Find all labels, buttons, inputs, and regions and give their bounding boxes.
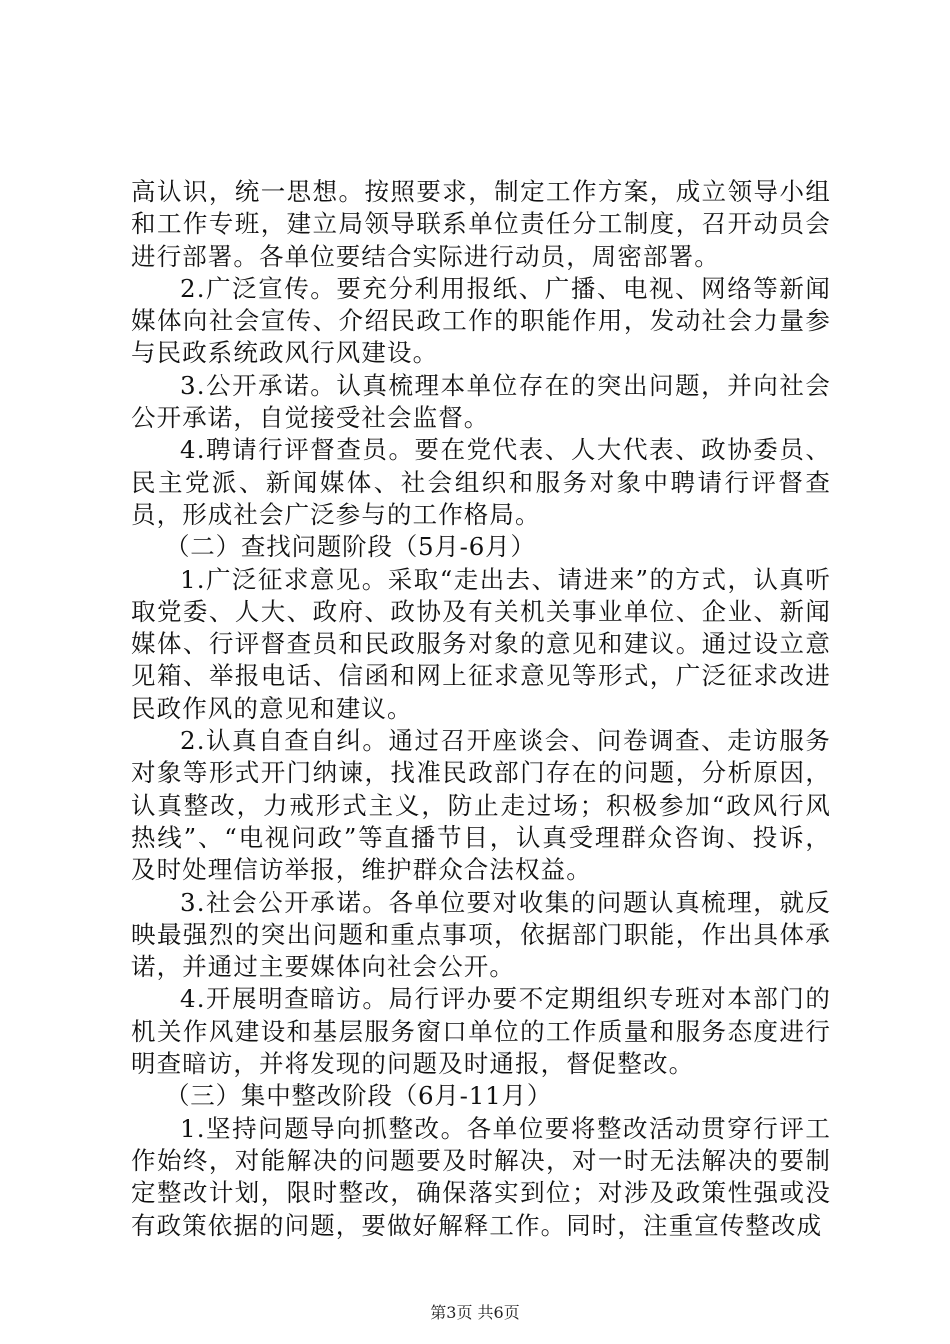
paragraph-item-self-inspection: 2.认真自查自纠。通过召开座谈会、问卷调查、走访服务对象等形式开门纳谏，找准民政部门存在的问题，分析原因，认真整改，力戒形式主义，防止走过场；积极参加“政风行风热线”、“电视问政”等直播节目，认真受理群众咨询、投诉，及时处理信访举报，维护群众合法权益。 <box>131 726 831 885</box>
page-number-footer: 第3页 共6页 <box>430 1303 520 1322</box>
paragraph-item-publicity: 2.广泛宣传。要充分利用报纸、广播、电视、网络等新闻媒体向社会宣传、介绍民政工作的职能作用，发动社会力量参与民政系统政风行风建设。 <box>131 273 831 368</box>
section-heading-rectification: （三）集中整改阶段（6月-11月） <box>165 1081 553 1111</box>
paragraph-item-public-commitment: 3.公开承诺。认真梳理本单位存在的突出问题，并向社会公开承诺，自觉接受社会监督。 <box>131 370 831 433</box>
paragraph-continuation: 高认识，统一思想。按照要求，制定工作方案，成立领导小组和工作专班，建立局领导联系单位责任分工制度，召开动员会进行部署。各单位要结合实际进行动员，周密部署。 <box>131 177 831 271</box>
paragraph-item-solicit-opinions: 1.广泛征求意见。采取“走出去、请进来”的方式，认真听取党委、人大、政府、政协及有关机关事业单位、企业、新闻媒体、行评督查员和民政服务对象的意见和建议。通过设立意见箱、举报电话、信函和网上征求意见等形式，广泛征求改进民政作风的意见和建议。 <box>131 564 831 723</box>
paragraph-item-inspection-visits: 4.开展明查暗访。局行评办要不定期组织专班对本部门的机关作风建设和基层服务窗口单位的工作质量和服务态度进行明查暗访，并将发现的问题及时通报，督促整改。 <box>131 984 831 1079</box>
paragraph-item-supervisors: 4.聘请行评督查员。要在党代表、人大代表、政协委员、民主党派、新闻媒体、社会组织和服务对象中聘请行评督查员，形成社会广泛参与的工作格局。 <box>131 435 831 529</box>
paragraph-item-problem-oriented: 1.坚持问题导向抓整改。各单位要将整改活动贯穿行评工作始终，对能解决的问题要及时解决，对一时无法解决的要制定整改计划，限时整改，确保落实到位；对涉及政策性强或没有政策依据的问题，要做好解释工作。同时，注重宣传整改成 <box>131 1113 831 1240</box>
section-heading-find-problems: （二）查找问题阶段（5月-6月） <box>165 532 536 562</box>
paragraph-item-social-commitment: 3.社会公开承诺。各单位要对收集的问题认真梳理，就反映最强烈的突出问题和重点事项，依据部门职能，作出具体承诺，并通过主要媒体向社会公开。 <box>131 887 831 982</box>
document-body <box>131 176 831 1242</box>
